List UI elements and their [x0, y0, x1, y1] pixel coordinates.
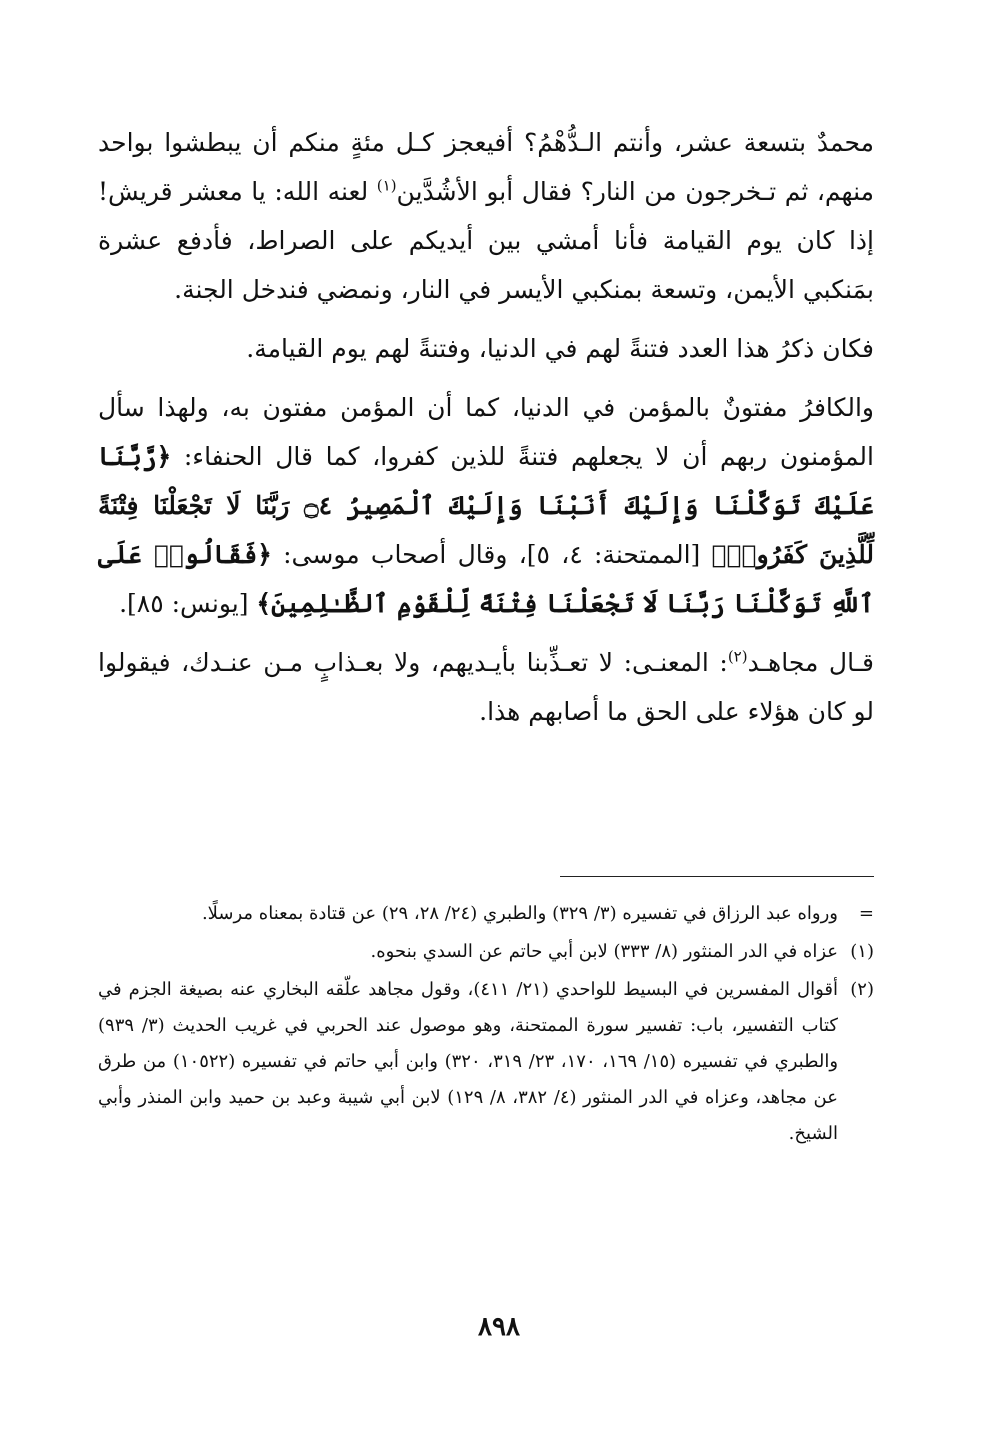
main-text	[98, 118, 874, 736]
paragraph-4-text-b: : المعنـى: لا تعـذِّبنا بأيـديهم، ولا بعـذابٍ مـن عنـدك، فيقولوا لو كان هؤلاء على الحق ما أصابهم هذا.	[98, 648, 874, 726]
paragraph-3-text-b: [الممتحنة: ٤، ٥]، وقال أصحاب موسى:	[271, 540, 712, 569]
quran-verse-mumtahanah: ﴿رَّبَّنَا عَلَيْكَ تَوَكَّلْنَا وَإِلَيْكَ أَنَبْنَا وَإِلَيْكَ ٱلْمَصِيرُ ۝٤ رَبَّنَا لَا تَجْعَلْنَا فِتْنَةً لِّلَّذِينَ كَفَرُوا۟﴾	[98, 442, 875, 569]
footnote-text: عزاه في الدر المنثور (٨/ ٣٣٣) لابن أبي حاتم عن السدي بنحوه.	[370, 941, 838, 962]
paragraph-3	[98, 383, 874, 628]
footnote-text: ورواه عبد الرزاق في تفسيره (٣/ ٣٢٩) والطبري (٢٤/ ٢٨، ٢٩) عن قتادة بمعناه مرسلًا.	[201, 903, 838, 924]
footnotes	[98, 896, 874, 1154]
paragraph-1	[98, 118, 874, 314]
paragraph-1-text: محمدٌ بتسعة عشر، وأنتم الـدُّهْمُ؟ أفيعجز كـل مئةٍ منكم أن يبطشوا بواحد منهم، ثم تـخرجون من النار؟ فقال أبو الأشُدَّين	[98, 128, 875, 206]
footnote-ref-2[interactable]: (٢)	[727, 647, 748, 666]
footnote-separator	[560, 876, 874, 877]
paragraph-1-text-rest: لعنه الله: يا معشر قريش! إذا كان يوم القيامة فأنا أمشي بين أيديكم على الصراط، فأدفع عشرة بمَنكبي الأيمن، وتسعة بمنكبي الأيسر في النار، ونمضي فندخل الجنة.	[98, 177, 874, 304]
footnote-2	[98, 972, 874, 1152]
footnote-ref-1[interactable]: (١)	[376, 176, 397, 195]
paragraph-4-text-a: قـال مجاهـد	[747, 648, 874, 677]
paragraph-3-text-c: [يونس: ٨٥].	[119, 589, 257, 618]
footnote-marker: (١)	[850, 941, 874, 962]
paragraph-4	[98, 638, 874, 736]
footnote-text: أقوال المفسرين في البسيط للواحدي (٢١/ ٤١١)، وقول مجاهد علّقه البخاري عنه بصيغة الجزم في كتاب التفسير، باب: تفسير سورة الممتحنة، وهو موصول عند الحربي في غريب الحديث (٣/ ٩٣٩) والطبري في تفسيره (١٥/ ١٦٩، ١٧٠، ٢٣/ ٣١٩، ٣٢٠) وابن أبي حاتم في تفسيره (١٠٥٢٢) من طرق عن مجاهد، وعزاه في الدر المنثور (٤/ ٣٨٢، ٨/ ١٢٩) لابن أبي شيبة وعبد بن حميد وابن المنذر وأبي الشيخ.	[98, 979, 839, 1144]
footnote-marker: =	[858, 903, 874, 924]
quran-verse-yunus: ﴿فَقَالُوا۟ عَلَى ٱللَّهِ تَوَكَّلْنَا رَبَّنَا لَا تَجْعَلْنَا فِتْنَةً لِّلْقَوْمِ ٱلظَّـٰلِمِينَ﴾	[98, 540, 874, 618]
paragraph-2	[98, 324, 874, 373]
paragraph-2-text: فكان ذكرُ هذا العدد فتنةً لهم في الدنيا، وفتنةً لهم يوم القيامة.	[246, 334, 874, 363]
paragraph-3-text-a: والكافرُ مفتونٌ بالمؤمن في الدنيا، كما أن المؤمن مفتون به، ولهذا سأل المؤمنون ربهم أن لا يجعلهم فتنةً للذين كفروا، كما قال الحنفاء:	[98, 393, 874, 471]
page-number: ٨٩٨	[478, 1312, 520, 1342]
footnote-marker: (٢)	[850, 979, 874, 1000]
footnote-continued	[98, 896, 874, 932]
footnote-1	[98, 934, 874, 970]
